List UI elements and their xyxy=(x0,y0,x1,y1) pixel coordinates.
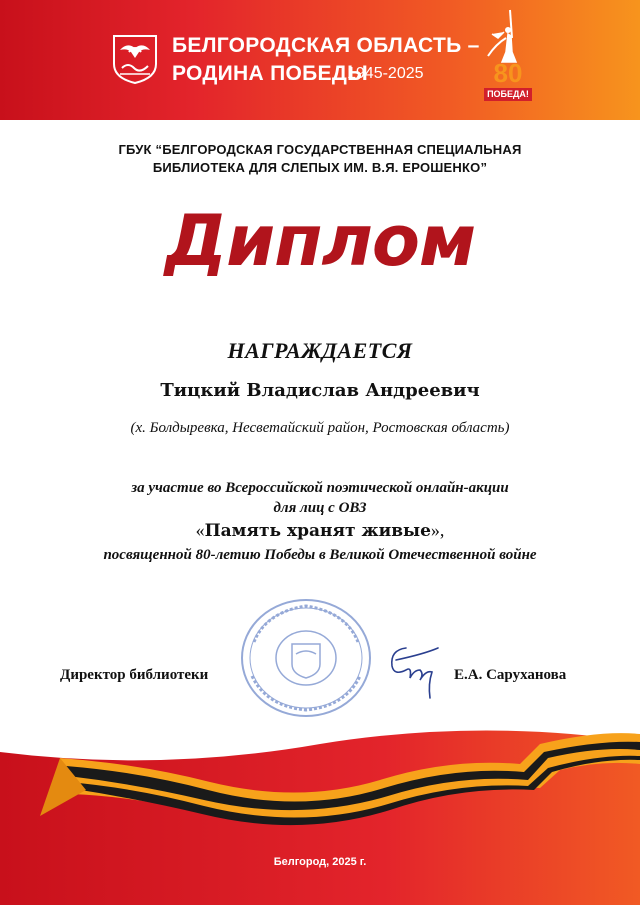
recipient-location: (х. Болдыревка, Несветайский район, Ростовская область) xyxy=(130,420,510,436)
action-open-quote: « xyxy=(195,520,205,540)
reason-line1: за участие во Всероссийской поэтической онлайн-акции xyxy=(131,480,509,496)
awarded-heading: НАГРАЖДАЕТСЯ xyxy=(227,338,413,363)
banner-years: 1945-2025 xyxy=(347,65,424,82)
bottom-band xyxy=(0,724,640,905)
header-banner xyxy=(0,0,640,120)
action-close-quote: », xyxy=(430,520,445,540)
footer-city-year: Белгород, 2025 г. xyxy=(273,856,367,868)
action-title xyxy=(0,520,640,541)
victory-80-logo xyxy=(478,8,538,114)
diploma-title: Диплом xyxy=(164,200,476,282)
organization-line2: БИБЛИОТЕКА ДЛЯ СЛЕПЫХ ИМ. В.Я. ЕРОШЕНКО” xyxy=(152,160,488,175)
organization-line1: ГБУК “БЕЛГОРОДСКАЯ ГОСУДАРСТВЕННАЯ СПЕЦИАЛЬНАЯ xyxy=(118,142,522,157)
banner-title-line2: РОДИНА ПОБЕДЫ xyxy=(172,62,368,85)
director-role: Директор библиотеки xyxy=(60,667,209,683)
reason-line2: для лиц с ОВЗ xyxy=(273,500,367,516)
anniversary-number: 80 xyxy=(493,58,523,88)
round-stamp-icon xyxy=(236,592,376,722)
banner-title-line1: БЕЛГОРОДСКАЯ ОБЛАСТЬ – xyxy=(172,34,480,57)
anniversary-label: ПОБЕДА! xyxy=(484,88,532,101)
handwritten-signature-icon xyxy=(384,640,444,702)
action-name: Память хранят живые xyxy=(204,521,431,541)
director-name: Е.А. Саруханова xyxy=(454,667,567,683)
recipient-name: Тицкий Владислав Андреевич xyxy=(160,380,480,401)
motherland-statue-icon xyxy=(478,8,538,64)
reason-line3: посвященной 80-летию Победы в Великой Отечественной войне xyxy=(103,547,537,563)
belgorod-coat-of-arms-icon xyxy=(112,34,158,84)
